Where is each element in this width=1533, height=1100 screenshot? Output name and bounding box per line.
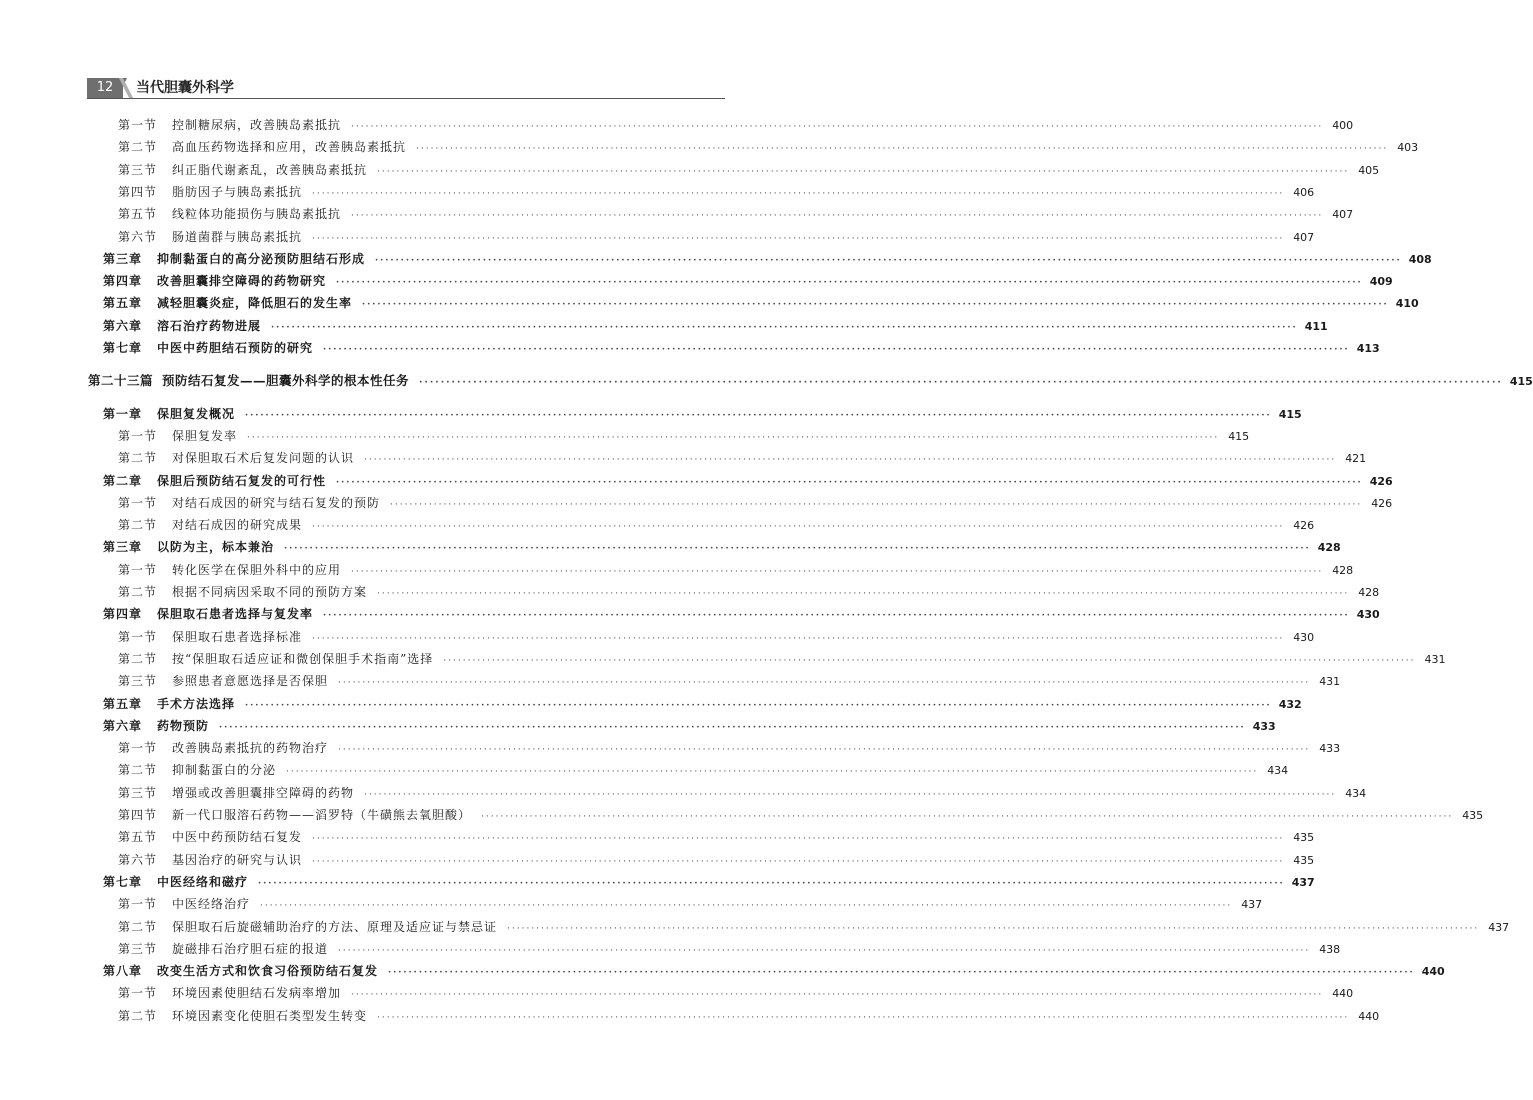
toc-entry-section xyxy=(118,827,1315,847)
toc-entry-title: 改变生活方式和饮食习俗预防结石复发 xyxy=(157,964,379,979)
toc-entry-number: 第一节 xyxy=(118,897,158,912)
toc-entry-title: 基因治疗的研究与认识 xyxy=(172,852,303,867)
toc-entry-chapter xyxy=(103,716,1276,736)
dot-leader: ········································································································································································································ xyxy=(351,211,1324,222)
dot-leader: ········································································································································································································ xyxy=(351,122,1324,132)
toc-entry-section xyxy=(118,182,1315,202)
toc-entry-section xyxy=(118,560,1354,580)
dot-leader: ········································································································································································································ xyxy=(375,255,1402,266)
toc-entry-title: 转化医学在保胆外科中的应用 xyxy=(172,562,342,577)
toc-entry-page: 403 xyxy=(1397,141,1419,155)
toc-entry-chapter xyxy=(103,293,1419,313)
toc-entry-title: 改善胰岛素抵抗的药物治疗 xyxy=(172,741,329,756)
toc-entry-number: 第六节 xyxy=(118,229,158,244)
toc-entry-section xyxy=(118,227,1315,247)
toc-entry-page: 437 xyxy=(1488,920,1510,934)
toc-entry-section xyxy=(118,783,1367,803)
toc-entry-chapter xyxy=(103,694,1302,714)
toc-entry-number: 第三节 xyxy=(118,162,158,177)
toc-entry-title: 线粒体功能损伤与胰岛素抵抗 xyxy=(172,207,342,222)
toc-entry-page: 415 xyxy=(1228,429,1250,443)
toc-entry-title: 新一代口服溶石药物——滔罗特（牛磺熊去氧胆酸） xyxy=(172,808,472,822)
toc-entry-page: 409 xyxy=(1369,275,1393,289)
toc-entry-page: 432 xyxy=(1278,697,1302,711)
toc-entry-page: 406 xyxy=(1293,185,1315,199)
toc-entry-number: 第五节 xyxy=(118,207,158,222)
toc-entry-section xyxy=(118,738,1341,758)
dot-leader: ········································································································································································································ xyxy=(336,477,1363,488)
toc-entry-section xyxy=(118,448,1367,468)
toc-entry-section xyxy=(118,627,1315,647)
toc-entry-title: 预防结石复发——胆囊外科学的根本性任务 xyxy=(162,373,410,389)
toc-entry-page: 421 xyxy=(1345,452,1367,466)
toc-entry-page: 435 xyxy=(1462,809,1484,822)
toc-entry-title: 环境因素变化使胆石类型发生转变 xyxy=(172,1008,368,1023)
toc-entry-title: 减轻胆囊炎症，降低胆石的发生率 xyxy=(157,296,353,311)
toc-entry-number: 第二节 xyxy=(118,1008,158,1023)
toc-entry-chapter xyxy=(103,471,1393,491)
toc-entry-section xyxy=(118,917,1510,937)
dot-leader: ········································································································································································································ xyxy=(312,856,1285,867)
toc-entry-number: 第一节 xyxy=(118,495,158,510)
toc-entry-page: 413 xyxy=(1356,342,1380,355)
toc-entry-title: 中医经络治疗 xyxy=(172,897,251,912)
toc-entry-chapter xyxy=(103,249,1432,269)
toc-entry-page: 434 xyxy=(1267,764,1289,778)
toc-entry-number: 第六章 xyxy=(103,718,143,733)
dot-leader: ········································································································································································································ xyxy=(338,945,1311,956)
toc-entry-page: 405 xyxy=(1358,163,1380,177)
dot-leader: ········································································································································································································ xyxy=(247,432,1220,443)
dot-leader: ········································································································································································································ xyxy=(390,499,1363,510)
toc-entry-title: 溶石治疗药物进展 xyxy=(157,318,262,333)
toc-entry-title: 对结石成因的研究与结石复发的预防 xyxy=(172,495,381,510)
dot-leader: ········································································································································································································ xyxy=(312,834,1285,845)
toc-entry-page: 440 xyxy=(1332,987,1354,1001)
toc-entry-section xyxy=(118,115,1354,135)
toc-entry-number: 第六章 xyxy=(103,318,143,333)
toc-entry-page: 435 xyxy=(1293,853,1315,867)
page-number: 12 xyxy=(87,78,123,98)
toc-entry-section xyxy=(118,760,1289,780)
toc-entry-chapter xyxy=(103,316,1328,336)
toc-entry-number: 第四章 xyxy=(103,607,143,622)
toc-entry-number: 第二章 xyxy=(103,473,143,488)
toc-entry-page: 415 xyxy=(1509,375,1533,389)
toc-entry-title: 改善胆囊排空障碍的药物研究 xyxy=(157,274,327,289)
toc-entry-title: 以防为主，标本兼治 xyxy=(157,540,275,555)
toc-entry-title: 旋磁排石治疗胆石症的报道 xyxy=(172,941,329,956)
toc-entry-section xyxy=(118,671,1341,691)
toc-entry-title: 按“保胆取石适应证和微创保胆手术指南”选择 xyxy=(172,651,434,666)
toc-entry-title: 手术方法选择 xyxy=(157,696,236,711)
toc-entry-title: 中医经络和磁疗 xyxy=(157,874,249,889)
toc-entry-title: 保胆后预防结石复发的可行性 xyxy=(157,473,327,488)
toc-entry-number: 第三节 xyxy=(118,785,158,800)
toc-entry-chapter xyxy=(103,537,1341,557)
toc-entry-number: 第二节 xyxy=(118,585,158,599)
dot-leader: ········································································································································································································ xyxy=(312,233,1285,244)
toc-entry-page: 411 xyxy=(1304,319,1328,333)
toc-entry-number: 第三节 xyxy=(118,941,158,956)
toc-entry-section xyxy=(118,894,1263,914)
toc-entry-number: 第一章 xyxy=(103,406,143,421)
toc-entry-number: 第四节 xyxy=(118,184,158,199)
dot-leader: ········································································································································································································ xyxy=(260,901,1233,912)
toc-entry-number: 第一节 xyxy=(118,986,158,1001)
dot-leader: ········································································································································································································ xyxy=(388,968,1415,979)
toc-entry-number: 第三节 xyxy=(118,674,158,689)
toc-entry-page: 433 xyxy=(1319,742,1341,756)
toc-entry-section xyxy=(118,805,1484,825)
toc-entry-section xyxy=(118,515,1315,535)
dot-leader: ········································································································································································································ xyxy=(312,188,1285,199)
toc-entry-page: 440 xyxy=(1358,1009,1380,1023)
toc-entry-number: 第六节 xyxy=(118,852,158,867)
toc-entry-page: 415 xyxy=(1278,407,1302,421)
toc-entry-number: 第八章 xyxy=(103,964,143,979)
toc-entry-page: 431 xyxy=(1424,652,1446,666)
toc-entry-number: 第四节 xyxy=(118,808,158,822)
toc-entry-title: 控制糖尿病，改善胰岛素抵抗 xyxy=(172,118,342,132)
toc-entry-page: 400 xyxy=(1332,119,1354,132)
dot-leader: ········································································································································································································ xyxy=(416,144,1389,155)
toc-entry-section xyxy=(118,426,1250,446)
toc-entry-title: 药物预防 xyxy=(157,718,210,733)
toc-entry-section xyxy=(118,850,1315,870)
toc-entry-section xyxy=(118,649,1446,669)
toc-entry-number: 第二节 xyxy=(118,518,158,533)
toc-entry-number: 第五节 xyxy=(118,830,158,845)
dot-leader: ········································································································································································································ xyxy=(312,633,1285,644)
toc-entry-number: 第二节 xyxy=(118,919,158,934)
toc-entry-title: 保胆复发概况 xyxy=(157,406,236,421)
dot-leader: ········································································································································································································ xyxy=(351,990,1324,1001)
toc-entry-number: 第二十三篇 xyxy=(88,373,154,389)
toc-entry-page: 435 xyxy=(1293,831,1315,845)
dot-leader: ········································································································································································································ xyxy=(364,789,1337,800)
toc-entry-title: 抑制黏蛋白的高分泌预防胆结石形成 xyxy=(157,251,366,266)
toc-entry-title: 抑制黏蛋白的分泌 xyxy=(172,763,277,778)
toc-entry-title: 保胆取石后旋磁辅助治疗的方法、原理及适应证与禁忌证 xyxy=(172,919,498,934)
toc-entry-page: 430 xyxy=(1356,608,1380,622)
toc-entry-page: 438 xyxy=(1319,942,1341,956)
toc-entry-title: 根据不同病因采取不同的预防方案 xyxy=(172,585,368,599)
toc-entry-section xyxy=(118,582,1380,602)
toc-entry-title: 中医中药预防结石复发 xyxy=(172,830,303,845)
toc-entry-title: 环境因素使胆结石发病率增加 xyxy=(172,986,342,1001)
toc-entry-number: 第一节 xyxy=(118,562,158,577)
toc-entry-chapter xyxy=(103,961,1445,981)
dot-leader: ········································································································································································································ xyxy=(377,589,1350,599)
toc-entry-number: 第二节 xyxy=(118,451,158,466)
toc-entry-number: 第五章 xyxy=(103,296,143,311)
toc-entry-part xyxy=(88,371,1533,391)
dot-leader: ········································································································································································································ xyxy=(336,278,1363,289)
toc-entry-title: 中医中药胆结石预防的研究 xyxy=(157,341,314,355)
dot-leader: ········································································································································································································ xyxy=(323,611,1350,622)
toc-entry-page: 428 xyxy=(1358,586,1380,599)
toc-entry-chapter xyxy=(103,404,1302,424)
toc-entry-page: 426 xyxy=(1371,496,1393,510)
toc-entry-section xyxy=(118,204,1354,224)
toc-entry-number: 第五章 xyxy=(103,696,143,711)
toc-entry-chapter xyxy=(103,872,1315,892)
toc-entry-number: 第四章 xyxy=(103,274,143,289)
toc-entry-title: 保胆取石患者选择与复发率 xyxy=(157,607,314,622)
dot-leader: ········································································································································································································ xyxy=(271,322,1298,333)
toc-entry-title: 肠道菌群与胰岛素抵抗 xyxy=(172,229,303,244)
dot-leader: ········································································································································································································ xyxy=(245,410,1272,421)
toc-entry-number: 第二节 xyxy=(118,140,158,155)
toc-entry-page: 437 xyxy=(1291,875,1315,889)
toc-entry-page: 426 xyxy=(1293,519,1315,533)
toc-entry-number: 第一节 xyxy=(118,741,158,756)
dot-leader: ········································································································································································································ xyxy=(338,745,1311,756)
toc-entry-page: 430 xyxy=(1293,630,1315,644)
toc-entry-title: 脂肪因子与胰岛素抵抗 xyxy=(172,184,303,199)
toc-entry-title: 增强或改善胆囊排空障碍的药物 xyxy=(172,785,355,800)
dot-leader: ········································································································································································································ xyxy=(219,722,1246,733)
toc-entry-page: 434 xyxy=(1345,786,1367,800)
toc-entry-title: 高血压药物选择和应用，改善胰岛素抵抗 xyxy=(172,140,407,155)
toc-entry-section xyxy=(118,939,1341,959)
toc-entry-number: 第一节 xyxy=(118,428,158,443)
toc-entry-section xyxy=(118,1006,1380,1026)
toc-entry-title: 对保胆取石术后复发问题的认识 xyxy=(172,451,355,466)
book-title: 当代胆囊外科学 xyxy=(136,80,234,96)
toc-entry-page: 426 xyxy=(1369,474,1393,488)
toc-entry-page: 428 xyxy=(1317,541,1341,555)
toc-entry-number: 第七章 xyxy=(103,341,143,355)
toc-entry-section xyxy=(118,493,1393,513)
toc-entry-chapter xyxy=(103,338,1380,358)
toc-entry-section xyxy=(118,983,1354,1003)
toc-entry-title: 对结石成因的研究成果 xyxy=(172,518,303,533)
dot-leader: ········································································································································································································ xyxy=(286,767,1259,778)
dot-leader: ········································································································································································································ xyxy=(351,566,1324,577)
dot-leader: ········································································································································································································ xyxy=(362,300,1389,311)
dot-leader: ········································································································································································································ xyxy=(245,700,1272,711)
toc-entry-number: 第七章 xyxy=(103,874,143,889)
dot-leader: ········································································································································································································ xyxy=(258,878,1285,889)
toc-entry-page: 407 xyxy=(1332,208,1354,222)
toc-entry-title: 参照患者意愿选择是否保胆 xyxy=(172,674,329,689)
toc-entry-page: 440 xyxy=(1421,965,1445,979)
toc-entry-number: 第一节 xyxy=(118,629,158,644)
toc-entry-number: 第二节 xyxy=(118,651,158,666)
toc-entry-page: 431 xyxy=(1319,675,1341,689)
toc-entry-title: 纠正脂代谢紊乱，改善胰岛素抵抗 xyxy=(172,162,368,177)
toc-entry-section xyxy=(118,160,1380,180)
toc-entry-page: 407 xyxy=(1293,230,1315,244)
dot-leader: ········································································································································································································ xyxy=(481,812,1454,822)
toc-entry-page: 428 xyxy=(1332,563,1354,577)
toc-entry-title: 保胆复发率 xyxy=(172,428,238,443)
toc-entry-chapter xyxy=(103,604,1380,624)
page-header xyxy=(87,78,725,100)
toc-entry-page: 433 xyxy=(1252,719,1276,733)
toc-entry-title: 保胆取石患者选择标准 xyxy=(172,629,303,644)
dot-leader: ········································································································································································································ xyxy=(312,522,1285,533)
toc-entry-number: 第三章 xyxy=(103,540,143,555)
toc-entry-number: 第一节 xyxy=(118,118,158,132)
toc-entry-page: 410 xyxy=(1395,297,1419,311)
dot-leader: ········································································································································································································ xyxy=(284,544,1311,555)
dot-leader: ········································································································································································································ xyxy=(323,345,1350,355)
dot-leader: ········································································································································································································ xyxy=(364,455,1337,466)
dot-leader: ········································································································································································································ xyxy=(338,678,1311,689)
toc-entry-page: 408 xyxy=(1408,252,1432,266)
header-rule xyxy=(87,98,725,99)
dot-leader: ········································································································································································································ xyxy=(377,1012,1350,1023)
toc-entry-number: 第二节 xyxy=(118,763,158,778)
dot-leader: ········································································································································································································ xyxy=(507,923,1480,934)
toc-entry-page: 437 xyxy=(1241,898,1263,912)
toc-entry-section xyxy=(118,137,1419,157)
dot-leader: ········································································································································································································ xyxy=(419,378,1503,389)
dot-leader: ········································································································································································································ xyxy=(377,166,1350,177)
toc-entry-chapter xyxy=(103,271,1393,291)
toc-entry-number: 第三章 xyxy=(103,251,143,266)
dot-leader: ········································································································································································································ xyxy=(443,655,1416,666)
